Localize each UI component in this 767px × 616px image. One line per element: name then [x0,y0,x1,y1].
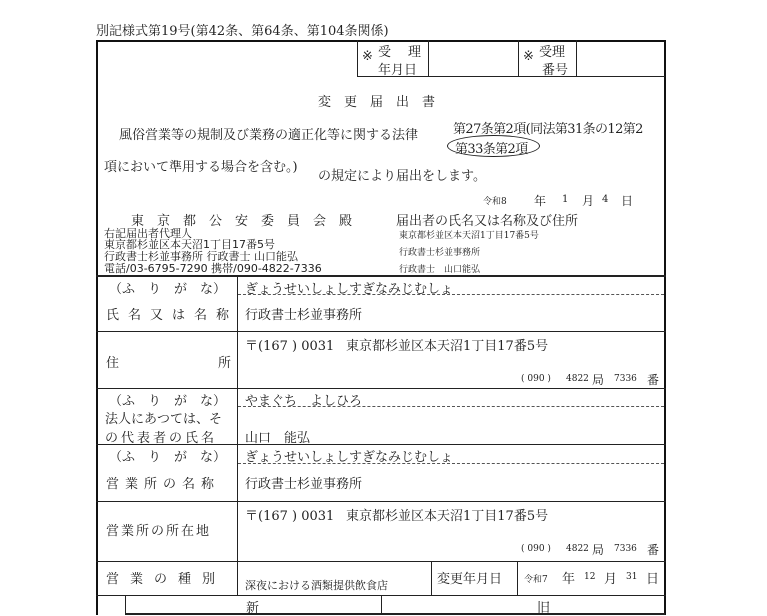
divider [96,501,666,502]
receipt-date-mark: ※ [362,49,373,64]
frame-right [664,40,666,615]
name-furigana-field[interactable]: ぎょうせいしょしすぎなみじむしょ [245,282,454,297]
submission-year-label: 年 [534,194,547,208]
frame-left [96,40,98,615]
divider [518,40,519,77]
address-phone-number-label: 番 [647,373,660,387]
statement-line2-suffix: の規定により届出をします。 [318,169,486,184]
rep-furigana-field[interactable]: やまぐち よしひろ [245,394,363,409]
divider [96,388,666,389]
divider [96,561,666,562]
receipt-number-label-2: 番号 [542,63,569,78]
statement-option-2: 第33条第2項 [455,142,528,157]
business-furigana-field[interactable]: ぎょうせいしょしすぎなみじむしょ [245,450,454,465]
divider [517,561,518,595]
submission-day: 4 [602,194,609,205]
receipt-date-label-1: 受 理 [378,45,424,60]
change-date-label: 変更年月日 [437,572,503,587]
business-location-label: 営業所の所在地 [106,524,212,539]
business-type-field[interactable]: 深夜における酒類提供飲食店 [245,579,388,592]
name-field[interactable]: 行政書士杉並事務所 [245,308,363,323]
divider [237,275,238,595]
submission-era-year: 令和8 [483,197,507,207]
agent-address: 東京都杉並区本天沼1丁目17番5号 [104,238,275,251]
agent-label: 右記届出者代理人 [104,227,192,240]
selection-circle [447,135,540,157]
statement-law: 風俗営業等の規制及び業務の適正化等に関する法律 [119,128,419,143]
address-postal[interactable]: 〒(167 ) 0031 [245,339,335,354]
agent-phone: 電話/03-6795-7290 携帯/090-4822-7336 [104,262,322,275]
divider [357,40,358,77]
divider [576,40,577,77]
business-postal[interactable]: 〒(167 ) 0031 [245,509,335,524]
applicant-office: 行政書士杉並事務所 [399,248,481,258]
receipt-date-label-2: 年月日 [378,63,418,78]
statement-option-1: 第27条第2項(同法第31条の12第2 [453,122,643,137]
address-field[interactable]: 東京都杉並区本天沼1丁目17番5号 [346,339,549,354]
name-furigana-label: （ふ り が な） [109,282,227,297]
statement-line2-prefix: 項において準用する場合を含む。) [104,160,298,175]
rep-name-field[interactable]: 山口 能弘 [245,431,311,446]
submission-month: 1 [562,194,569,205]
rep-label-line2: の代表者の氏名 [105,431,218,446]
receipt-number-field[interactable] [578,42,662,75]
business-furigana-label: （ふ り が な） [109,450,227,465]
business-name-field[interactable]: 行政書士杉並事務所 [245,477,363,492]
rep-furigana-label: （ふ り が な） [109,394,227,409]
change-date-day-label: 日 [646,572,660,587]
addressee: 東 京 都 公 安 委 員 会 殿 [131,214,353,229]
submission-month-label: 月 [582,194,595,208]
receipt-number-mark: ※ [523,49,534,64]
business-name-label: 営業所の名称 [106,477,221,492]
divider [125,595,126,615]
address-phone-exchange-label: 局 [592,373,605,387]
form-reference: 別記様式第19号(第42条、第64条、第104条関係) [96,24,389,39]
address-label-right: 所 [218,356,232,371]
agent-office: 行政書士杉並事務所 行政書士 山口能弘 [104,250,298,263]
business-type-label: 営業の種別 [106,572,227,587]
change-date-month-label: 月 [604,572,618,587]
receipt-date-field[interactable] [430,42,516,75]
address-phone-number[interactable]: 7336 [614,374,637,384]
receipt-number-label-1: 受理 [539,45,566,60]
business-phone-number[interactable]: 7336 [614,544,637,554]
applicant-heading: 届出者の氏名又は名称及び住所 [396,214,579,229]
business-address-field[interactable]: 東京都杉並区本天沼1丁目17番5号 [346,509,549,524]
address-phone-area[interactable]: ( 090 ) [521,374,551,384]
divider [96,275,666,277]
applicant-address: 東京都杉並区本天沼1丁目17番5号 [399,231,539,241]
old-column-header: 旧 [537,601,551,616]
divider [96,331,666,332]
divider [431,561,432,595]
rep-label-line1: 法人にあつては、そ [105,412,223,427]
business-phone-exchange[interactable]: 4822 [566,544,589,554]
change-date-month[interactable]: 12 [584,572,596,582]
divider [381,595,382,615]
address-label-left: 住 [106,356,120,371]
submission-day-label: 日 [621,194,634,208]
change-date-year-label: 年 [562,572,576,587]
change-date-era-year[interactable]: 令和7 [524,575,548,585]
document-title: 変 更 届 出 書 [318,95,436,110]
business-phone-exchange-label: 局 [592,543,605,557]
change-date-day[interactable]: 31 [626,572,638,582]
business-phone-area[interactable]: ( 090 ) [521,544,551,554]
name-label: 氏名又は名称 [106,308,239,323]
address-phone-exchange[interactable]: 4822 [566,374,589,384]
applicant-name: 行政書士 山口能弘 [399,265,481,275]
divider [428,40,429,77]
new-column-header: 新 [246,601,260,616]
business-phone-number-label: 番 [647,543,660,557]
